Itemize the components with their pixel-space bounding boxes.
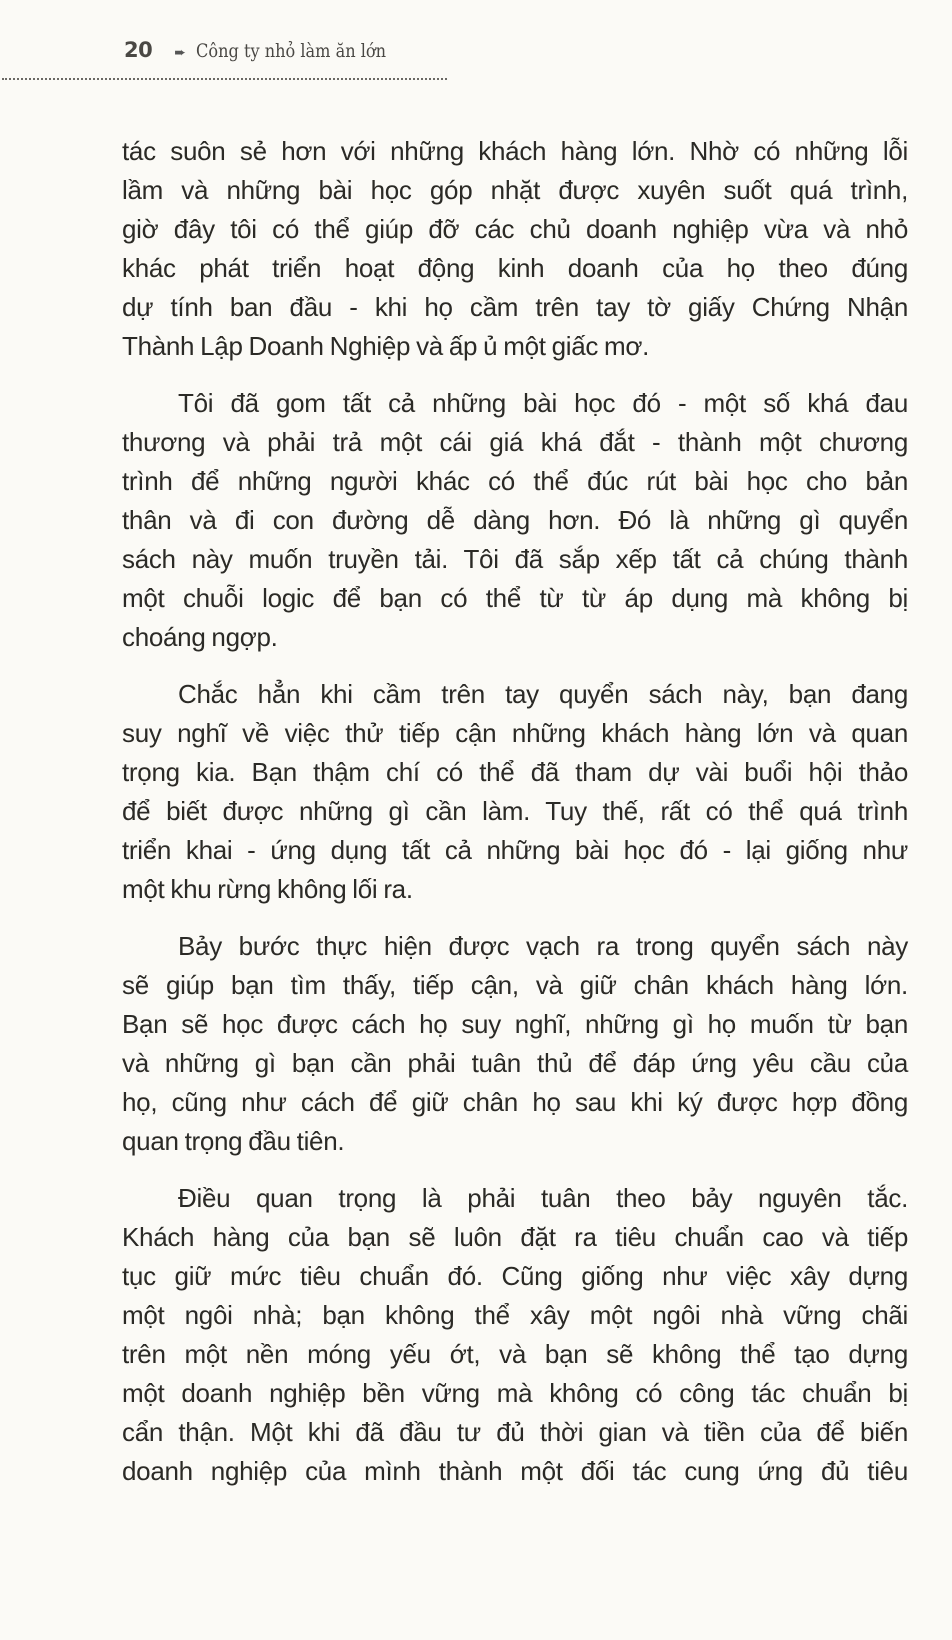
text-line: khác phát triển hoạt động kinh doanh của họ theo đúng [122, 253, 908, 283]
paragraph [122, 927, 908, 1161]
text-line: Thành Lập Doanh Nghiệp và ấp ủ một giấc mơ. [122, 331, 650, 361]
text-line: tác suôn sẻ hơn với những khách hàng lớn. Nhờ có những lỗi [122, 136, 908, 166]
text-line: trọng kia. Bạn thậm chí có thể đã tham dự vài buổi hội thảo [122, 757, 908, 787]
page-body [122, 132, 908, 1509]
text-line: Bảy bước thực hiện được vạch ra trong quyển sách này [178, 931, 908, 961]
text-line: trình để những người khác có thể đúc rút bài học cho bản [122, 466, 908, 496]
text-line: thân và đi con đường dễ dàng hơn. Đó là những gì quyển [122, 505, 908, 535]
text-line: một doanh nghiệp bền vững mà không có công tác chuẩn bị [122, 1378, 908, 1408]
text-line: lầm và những bài học góp nhặt được xuyên suốt quá trình, [122, 175, 908, 205]
double-arrow-right-icon: ➨ [174, 45, 186, 61]
running-header [124, 38, 420, 62]
text-line: sẽ giúp bạn tìm thấy, tiếp cận, và giữ chân khách hàng lớn. [122, 970, 908, 1000]
paragraph [122, 132, 908, 366]
text-line: một chuỗi logic để bạn có thể từ từ áp dụng mà không bị [122, 583, 908, 613]
text-line: sách này muốn truyền tải. Tôi đã sắp xếp tất cả chúng thành [122, 544, 908, 574]
text-line: cẩn thận. Một khi đã đầu tư đủ thời gian và tiền của để biến [122, 1417, 908, 1447]
text-line: Điều quan trọng là phải tuân theo bảy nguyên tắc. [178, 1183, 908, 1213]
text-line: để biết được những gì cần làm. Tuy thế, rất có thể quá trình [122, 796, 908, 826]
text-line: Tôi đã gom tất cả những bài học đó - một số khá đau [178, 388, 908, 418]
text-line: Chắc hẳn khi cầm trên tay quyển sách này, bạn đang [178, 679, 908, 709]
text-line: một ngôi nhà; bạn không thể xây một ngôi nhà vững chãi [122, 1300, 908, 1330]
paragraph [122, 675, 908, 909]
text-line: và những gì bạn cần phải tuân thủ để đáp ứng yêu cầu của [122, 1048, 908, 1078]
text-line: trên một nền móng yếu ớt, và bạn sẽ không thể tạo dựng [122, 1339, 908, 1369]
text-line: họ, cũng như cách để giữ chân họ sau khi ký được hợp đồng [122, 1087, 908, 1117]
page-number: 20 [124, 38, 153, 62]
paragraph [122, 1179, 908, 1491]
text-line: tục giữ mức tiêu chuẩn đó. Cũng giống như việc xây dựng [122, 1261, 908, 1291]
running-title: Công ty nhỏ làm ăn lớn [195, 40, 387, 62]
paragraph [122, 384, 908, 657]
text-line: suy nghĩ về việc thử tiếp cận những khách hàng lớn và quan [122, 718, 908, 748]
text-line: Khách hàng của bạn sẽ luôn đặt ra tiêu chuẩn cao và tiếp [122, 1222, 908, 1252]
header-divider [2, 78, 447, 80]
text-line: quan trọng đầu tiên. [122, 1126, 345, 1156]
text-line: thương và phải trả một cái giá khá đắt - thành một chương [122, 427, 908, 457]
text-line: triển khai - ứng dụng tất cả những bài học đó - lại giống như [122, 835, 908, 865]
text-line: một khu rừng không lối ra. [122, 874, 413, 904]
text-line: choáng ngợp. [122, 622, 278, 652]
text-line: Bạn sẽ học được cách họ suy nghĩ, những gì họ muốn từ bạn [122, 1009, 908, 1039]
text-line: giờ đây tôi có thể giúp đỡ các chủ doanh nghiệp vừa và nhỏ [122, 214, 908, 244]
text-line: doanh nghiệp của mình thành một đối tác cung ứng đủ tiêu [122, 1456, 908, 1486]
text-line: dự tính ban đầu - khi họ cầm trên tay tờ giấy Chứng Nhận [122, 292, 908, 322]
